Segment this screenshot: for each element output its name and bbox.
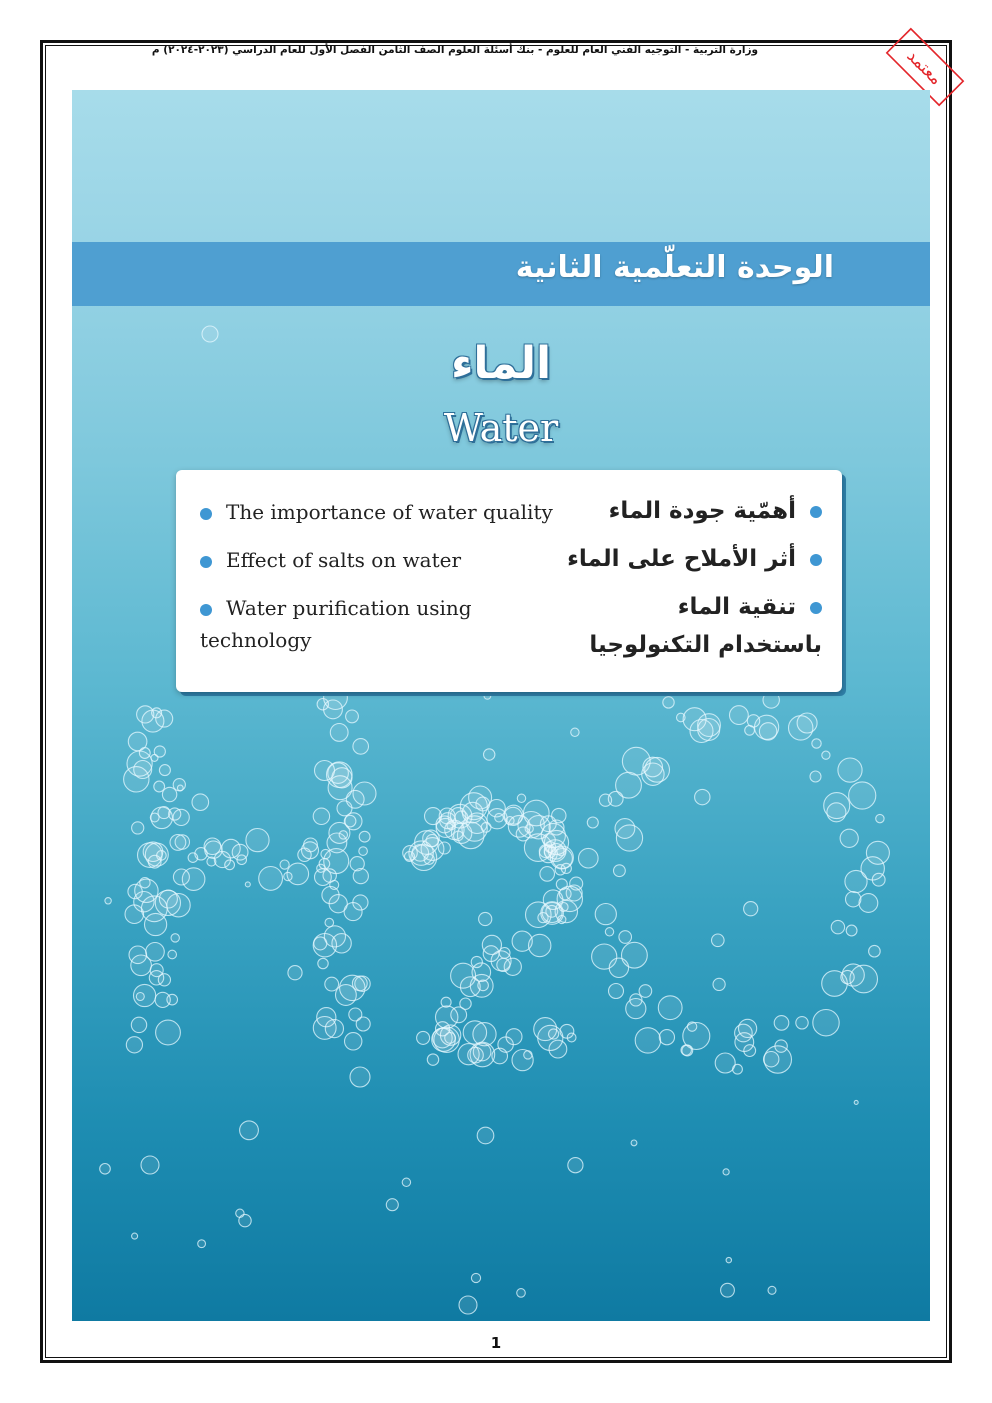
- bubble: [145, 913, 167, 935]
- bubble: [240, 1121, 259, 1140]
- bubble: [616, 772, 642, 798]
- bubble: [459, 1296, 477, 1314]
- bubble: [100, 1164, 111, 1175]
- bubble: [517, 794, 525, 802]
- bubble: [246, 829, 269, 852]
- bubble: [225, 860, 235, 870]
- topic-ar-label: تنقية الماء باستخدام التكنولوجيا: [589, 594, 822, 658]
- bubble: [332, 934, 351, 953]
- bubble: [245, 882, 250, 887]
- bubble: [386, 1199, 398, 1211]
- bubble: [171, 934, 179, 942]
- bullet-dot-icon: [200, 604, 212, 616]
- bubble: [126, 1037, 142, 1053]
- bubble: [622, 942, 648, 968]
- bubble: [427, 1054, 438, 1065]
- bubble: [663, 697, 674, 708]
- bubble: [774, 1016, 789, 1031]
- bubble: [353, 895, 368, 910]
- bubble: [318, 958, 328, 968]
- bubble: [579, 848, 599, 868]
- bubble: [659, 1030, 674, 1045]
- bubble: [614, 865, 626, 877]
- bubble: [715, 1053, 735, 1073]
- bubble: [567, 1033, 576, 1042]
- page-number: 1: [490, 1334, 502, 1352]
- bubble: [571, 728, 579, 736]
- bubble: [658, 996, 682, 1020]
- topic-en-label: The importance of water quality: [226, 500, 553, 524]
- bubble: [555, 865, 565, 875]
- bubble: [325, 977, 339, 991]
- bubble: [483, 946, 499, 962]
- bubble: [643, 757, 663, 777]
- bubble: [813, 1010, 839, 1036]
- bubble: [869, 945, 881, 957]
- bubble: [471, 1273, 480, 1282]
- topic-ar-item: [572, 588, 822, 664]
- bubble: [324, 700, 343, 719]
- bubble: [538, 913, 548, 923]
- bubble: [524, 1051, 532, 1059]
- bubble: [156, 1020, 181, 1045]
- bullet-dot-icon: [200, 508, 212, 520]
- bubble: [768, 1286, 776, 1294]
- bubble: [635, 1028, 660, 1053]
- topic-en-item: [200, 496, 553, 528]
- bubble: [417, 1031, 430, 1044]
- bubble: [182, 868, 205, 891]
- unit-title: الوحدة التعلّمية الثانية: [515, 250, 834, 285]
- bubble: [344, 815, 356, 827]
- bubble: [631, 1140, 637, 1146]
- bubble: [353, 739, 369, 755]
- bubble: [259, 867, 283, 891]
- bubble: [175, 835, 189, 849]
- bubble: [284, 872, 292, 880]
- bubble: [168, 950, 177, 959]
- bubble: [321, 849, 330, 858]
- unit-band: [72, 242, 930, 306]
- bubble: [854, 1100, 858, 1104]
- bubble: [846, 892, 861, 907]
- bullet-dot-icon: [810, 602, 822, 614]
- bubble: [861, 857, 884, 880]
- topic-en-item: [200, 544, 461, 576]
- bubble: [134, 761, 152, 779]
- bubble: [327, 762, 353, 788]
- bubble: [239, 1214, 251, 1226]
- bubble: [280, 860, 289, 869]
- bubble: [755, 715, 779, 739]
- topic-ar-label: أثر الأملاح على الماء: [567, 546, 796, 572]
- bubble: [568, 1158, 583, 1173]
- bubble: [138, 843, 163, 868]
- bubble: [141, 1156, 159, 1174]
- bubble: [849, 782, 876, 809]
- bubble: [132, 1233, 138, 1239]
- bullet-dot-icon: [810, 506, 822, 518]
- bubble: [595, 904, 616, 925]
- bubble: [497, 958, 510, 971]
- bubble: [687, 1022, 696, 1031]
- bubble: [345, 1033, 362, 1050]
- stamp-label: معتمد: [902, 46, 946, 90]
- bubble: [158, 807, 170, 819]
- bubble: [350, 1067, 370, 1087]
- bubble: [350, 857, 364, 871]
- bubble: [470, 1042, 495, 1067]
- bubble: [156, 710, 173, 727]
- bubble: [313, 808, 329, 824]
- bubble: [605, 928, 613, 936]
- bullet-dot-icon: [200, 556, 212, 568]
- bubble: [713, 978, 725, 990]
- bubble: [484, 749, 495, 760]
- bubble: [336, 985, 357, 1006]
- bubble: [433, 1028, 453, 1048]
- bubble: [859, 894, 878, 913]
- bubble: [827, 803, 846, 822]
- unit-cover: [72, 90, 930, 1321]
- bubble: [346, 710, 359, 723]
- topic-ar-label: أهمّية جودة الماء: [608, 498, 796, 524]
- topic-ar-item: [609, 492, 822, 530]
- bubble: [438, 842, 450, 854]
- bubble: [831, 920, 844, 933]
- bubble: [764, 1052, 779, 1067]
- bubble: [840, 829, 858, 847]
- bubble: [159, 765, 170, 776]
- bubble: [359, 831, 370, 842]
- bubble: [838, 758, 862, 782]
- bubble: [876, 814, 884, 822]
- bubble: [288, 966, 302, 980]
- bubble: [495, 813, 504, 822]
- bubble: [723, 1169, 729, 1175]
- bubble: [460, 998, 471, 1009]
- bubble: [549, 1040, 567, 1058]
- cover-title-english: Water: [443, 406, 559, 450]
- bubble: [198, 1240, 206, 1248]
- bubble: [726, 1257, 731, 1262]
- topic-en-label: Effect of salts on water: [226, 548, 462, 572]
- bullet-dot-icon: [810, 554, 822, 566]
- bubble: [789, 716, 813, 740]
- bubble: [477, 1127, 494, 1144]
- bubble: [470, 974, 493, 997]
- bubble: [730, 706, 749, 725]
- bubble: [192, 794, 209, 811]
- topic-en-label: Water purification using technology: [200, 596, 472, 652]
- bubble: [615, 819, 635, 839]
- bubble: [105, 898, 111, 904]
- bubble: [423, 830, 440, 847]
- bubble: [619, 931, 632, 944]
- topics-card: [176, 470, 842, 692]
- bubble: [587, 817, 598, 828]
- bubble: [599, 794, 611, 806]
- bubble: [162, 787, 176, 801]
- cover-title-arabic: الماء: [450, 338, 552, 389]
- bubble: [402, 1178, 410, 1186]
- bubble: [177, 785, 183, 791]
- bubble: [317, 864, 325, 872]
- bubble: [744, 1045, 756, 1057]
- bubble: [151, 754, 158, 761]
- bubble: [424, 854, 434, 864]
- bubble: [313, 1017, 336, 1040]
- bubble: [479, 912, 492, 925]
- bubble: [504, 805, 523, 824]
- bubble: [154, 781, 165, 792]
- bubble: [150, 813, 159, 822]
- running-header: وزارة التربية - التوجيه الفني العام للعلوم - بنك أسئلة العلوم الصف الثامن الفصل الأول للعام الدراسي (٢٠٢٣-٢٠٢٤) م: [151, 44, 759, 56]
- bubble: [136, 993, 144, 1001]
- bubble: [155, 992, 170, 1007]
- bubble: [609, 984, 624, 999]
- bubble: [698, 714, 721, 737]
- bubble: [695, 789, 710, 804]
- bubble: [302, 842, 319, 859]
- bubble: [125, 905, 144, 924]
- bubble: [131, 1017, 146, 1032]
- bubble: [232, 844, 248, 860]
- bubble: [356, 1017, 370, 1031]
- bubble: [330, 880, 339, 889]
- topic-en-item: [200, 592, 530, 656]
- bubble: [498, 1037, 513, 1052]
- bubble: [173, 809, 189, 825]
- bubble: [721, 1283, 735, 1297]
- bubble: [846, 925, 857, 936]
- bubble: [353, 782, 376, 805]
- bubble: [330, 724, 348, 742]
- bubble: [149, 971, 163, 985]
- topic-ar-item: [567, 540, 822, 578]
- bubble: [359, 847, 368, 856]
- bubble: [512, 931, 532, 951]
- bubble: [712, 934, 725, 947]
- bubble: [739, 1019, 757, 1037]
- bubble: [129, 946, 147, 964]
- bubble: [796, 1017, 808, 1029]
- bubble: [540, 867, 555, 882]
- bubble: [822, 971, 848, 997]
- bubble: [812, 739, 821, 748]
- bubble: [810, 771, 821, 782]
- bubble: [517, 1289, 526, 1298]
- bubble: [744, 902, 758, 916]
- bubble: [630, 994, 642, 1006]
- bubble: [822, 751, 830, 759]
- bubble: [132, 822, 144, 834]
- bubble: [639, 985, 652, 998]
